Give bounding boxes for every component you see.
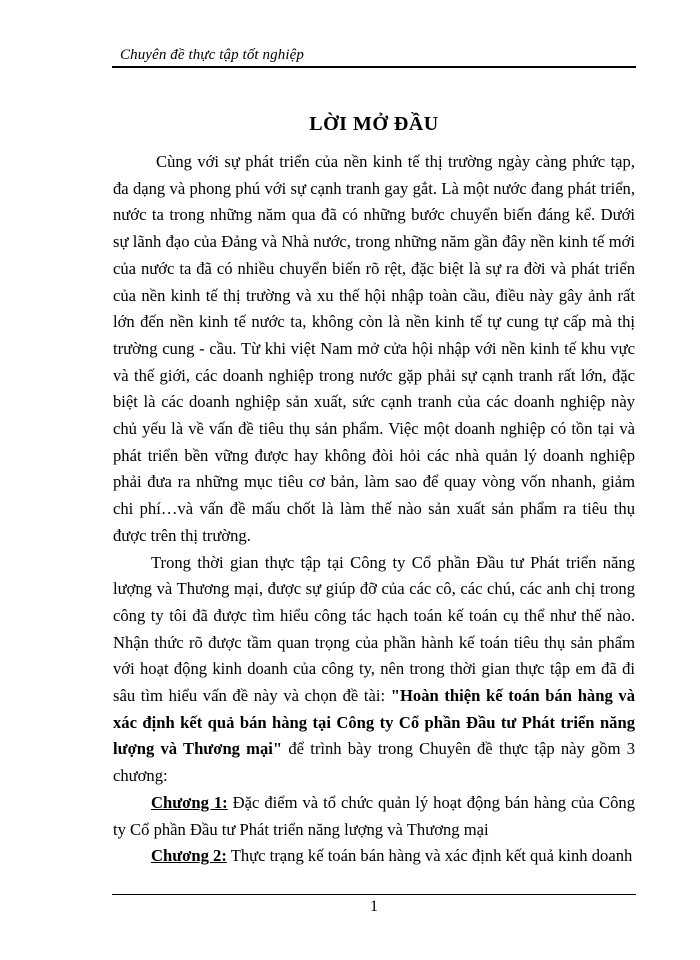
paragraph-intro: Cùng với sự phát triển của nền kinh tế thị trường ngày càng phức tạp, đa dạng và phong phú với sự cạnh tranh gay gắt. Là một nước đang phát triển, nước ta trong những năm qua đã có những bước chuyển biến đáng kể. Dưới sự lãnh đạo của Đảng và Nhà nước, trong những năm gần đây nền kinh tế mới của nước ta đã có nhiều chuyển biến rõ rệt, đặc biệt là sự ra đời và phát triển của nền kinh tế thị trường và xu thế hội nhập toàn cầu, điều này gây ảnh rất lớn đến nền kinh tế nước ta, không còn là nền kinh tế tự cung tự cấp mà thị trường cung - cầu. Từ khi việt Nam mở cửa hội nhập với nền kinh tế khu vực và thế giới, các doanh nghiệp trong nước gặp phải sự cạnh tranh rất lớn, đặc biệt là các doanh nghiệp sản xuất, sức cạnh tranh của các doanh nghiệp này chủ yếu là về vấn đề tiêu thụ sản phẩm. Việc một doanh nghiệp có tồn tại và phát triển bền vững được hay không đòi hỏi các nhà quản lý doanh nghiệp phải đưa ra những mục tiêu cơ bản, làm sao để quay vòng vốn nhanh, giảm chi phí…và vấn đề mấu chốt là làm thế nào sản xuất sản phẩm ra tiêu thụ được trên thị trường.: [113, 152, 635, 545]
paragraph-internship-intro: Trong thời gian thực tập tại Công ty Cổ phần Đầu tư Phát triển năng lượng và Thương mại, được sự giúp đỡ của các cô, các chú, các anh chị trong công ty tôi đã được tìm hiểu công tác hạch toán kế toán cụ thể như thế nào. Nhận thức rõ được tầm quan trọng của phần hành kế toán tiêu thụ sản phẩm với hoạt động kinh doanh của công ty, nên trong thời gian thực tập em đã đi sâu tìm hiểu vấn đề này và chọn đề tài:: [113, 552, 635, 706]
header-rule: [112, 66, 636, 68]
chapter-2-item: [113, 843, 635, 870]
paragraph-internship-outro: để trình bày trong Chuyên đề thực tập này gồm 3 chương:: [113, 739, 635, 786]
chapter-1-item: [113, 790, 635, 843]
page-title: LỜI MỞ ĐẦU: [309, 113, 439, 135]
page-number: 1: [370, 898, 378, 915]
body-text: [113, 149, 635, 870]
chapter-1-label: Chương 1:: [151, 792, 228, 812]
paragraph-internship: [113, 550, 635, 790]
chapter-1-text: Đặc điểm và tổ chức quản lý hoạt động bán hàng của Công ty Cổ phần Đầu tư Phát triển năng lượng và Thương mại: [113, 792, 635, 839]
running-header: Chuyên đề thực tập tốt nghiệp: [120, 47, 304, 63]
chapter-2-label: Chương 2:: [151, 846, 227, 866]
footer-rule: [112, 894, 636, 895]
thesis-topic: "Hoàn thiện kế toán bán hàng và xác định kết quả bán hàng tại Công ty Cổ phần Đầu tư Phát triển năng lượng và Thương mại": [113, 686, 636, 759]
chapter-2-text: Thực trạng kế toán bán hàng và xác định kết quả kinh doanh: [226, 846, 633, 866]
